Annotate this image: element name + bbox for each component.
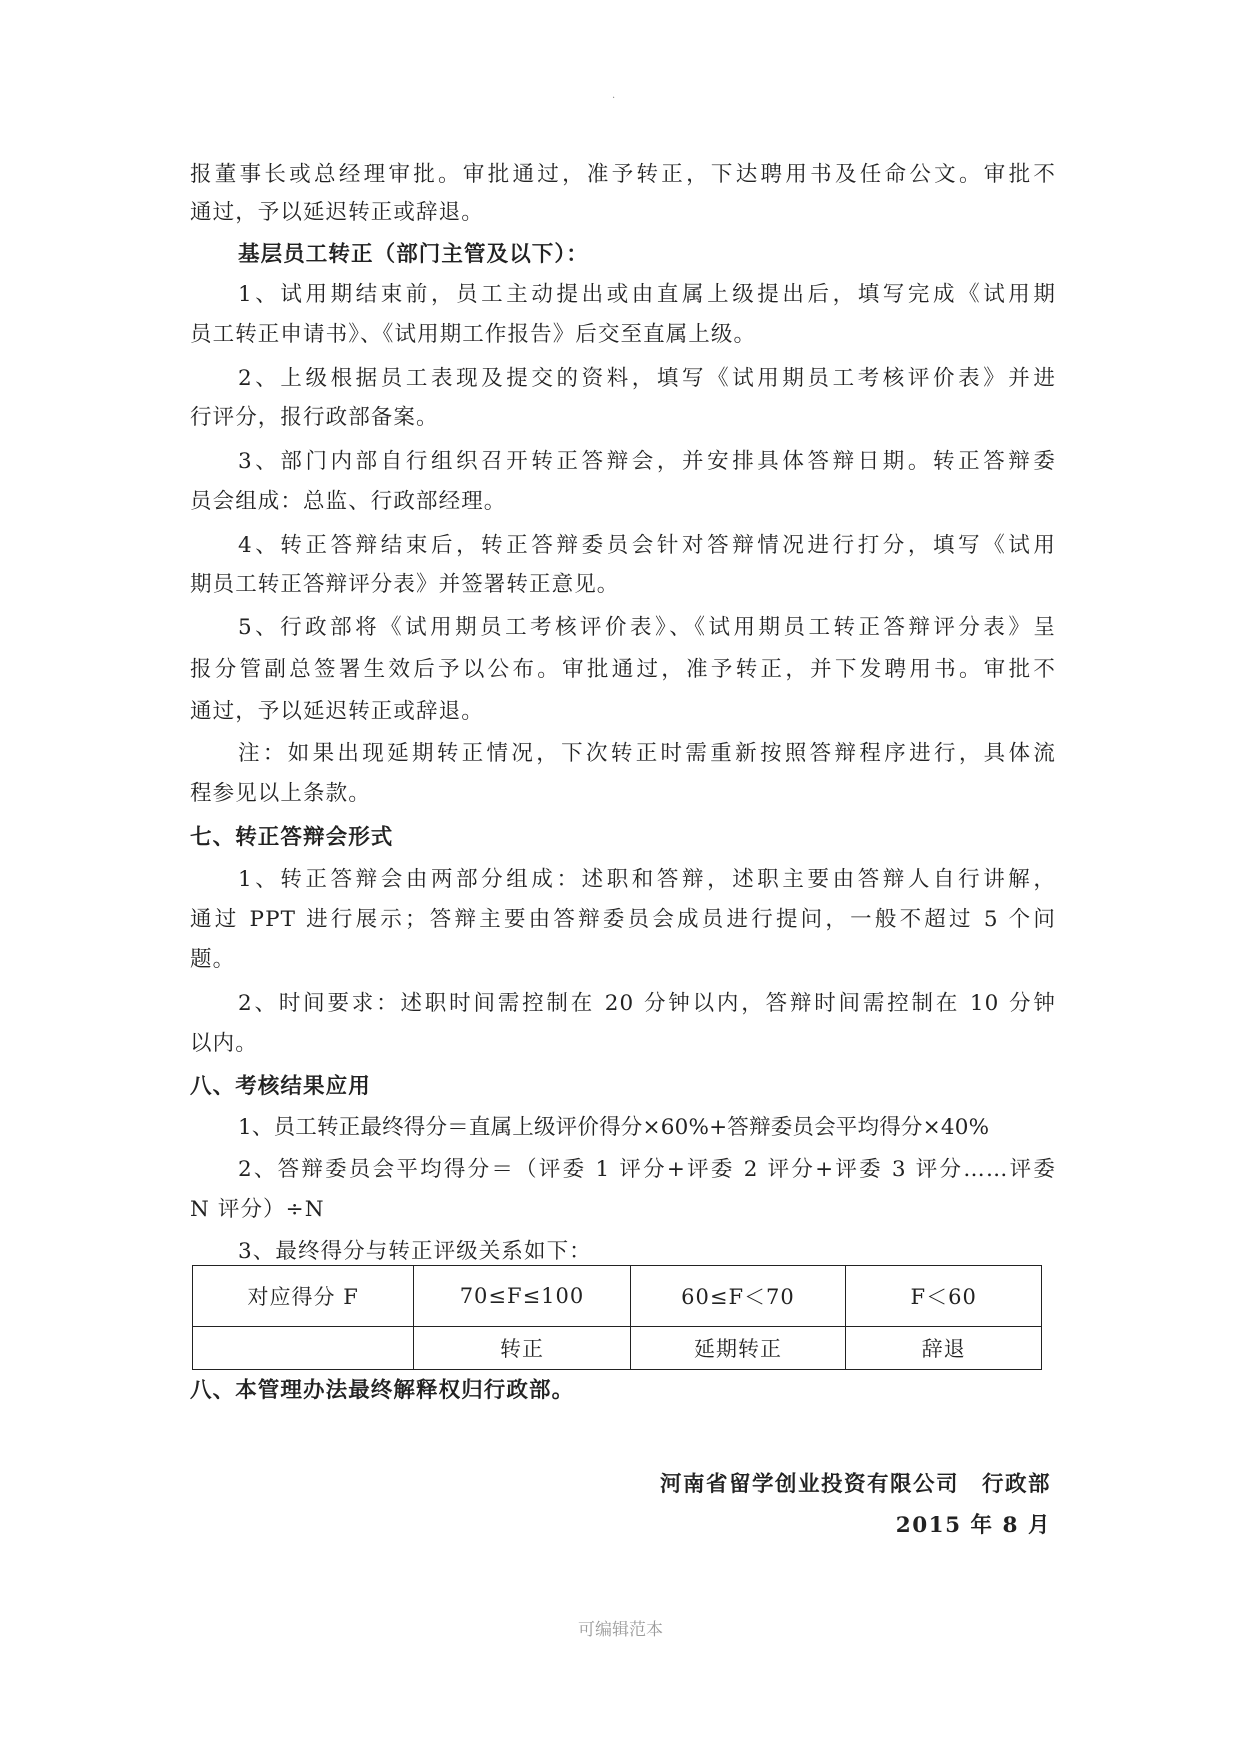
- table-header-cell: 对应得分 F: [193, 1266, 414, 1327]
- paragraph-line: 2、上级根据员工表现及提交的资料，填写《试用期员工考核评价表》并进: [238, 366, 1056, 391]
- formula-line: 1、员工转正最终得分＝直属上级评价得分×60%+答辩委员会平均得分×40%: [238, 1115, 990, 1140]
- paragraph-line: 题。: [190, 947, 236, 972]
- paragraph-line: 1、转正答辩会由两部分组成：述职和答辩，述职主要由答辩人自行讲解，: [238, 867, 1056, 892]
- note-line: 注：如果出现延期转正情况，下次转正时需重新按照答辩程序进行，具体流: [238, 741, 1056, 766]
- paragraph-line: 通过，予以延迟转正或辞退。: [190, 699, 484, 724]
- section-heading: 八、考核结果应用: [190, 1074, 371, 1099]
- header-mark: .: [612, 90, 616, 101]
- section-heading: 八、本管理办法最终解释权归行政部。: [190, 1378, 575, 1403]
- paragraph-line: 行评分，报行政部备案。: [190, 405, 439, 430]
- section-heading: 七、转正答辩会形式: [190, 825, 394, 850]
- table-cell: 辞退: [846, 1327, 1042, 1370]
- paragraph-line: 通过，予以延迟转正或辞退。: [190, 200, 484, 225]
- paragraph-line: 员会组成：总监、行政部经理。: [190, 489, 507, 514]
- grade-table: [192, 1265, 1042, 1370]
- table-cell: 转正: [414, 1327, 630, 1370]
- table-cell: 延期转正: [630, 1327, 846, 1370]
- table-header-cell: F＜60: [846, 1266, 1042, 1327]
- formula-line: 2、答辩委员会平均得分＝（评委 1 评分+评委 2 评分+评委 3 评分……评委: [238, 1157, 1056, 1182]
- paragraph-line: 5、行政部将《试用期员工考核评价表》、《试用期员工转正答辩评分表》呈: [238, 615, 1056, 640]
- paragraph-line: 3、部门内部自行组织召开转正答辩会，并安排具体答辩日期。转正答辩委: [238, 449, 1056, 474]
- table-row: [193, 1327, 1042, 1370]
- paragraph-line: 报董事长或总经理审批。审批通过，准予转正，下达聘用书及任命公文。审批不: [190, 162, 1056, 187]
- paragraph-line: 以内。: [190, 1031, 258, 1056]
- paragraph-line: 3、最终得分与转正评级关系如下：: [238, 1239, 592, 1264]
- table-row: [193, 1266, 1042, 1327]
- section-subheading: 基层员工转正（部门主管及以下）：: [238, 242, 589, 267]
- table-header-cell: 70≤F≤100: [414, 1266, 630, 1327]
- paragraph-line: 期员工转正答辩评分表》并签署转正意见。: [190, 572, 620, 597]
- note-line: 程参见以上条款。: [190, 781, 371, 806]
- table-header-cell: 60≤F＜70: [630, 1266, 846, 1327]
- formula-line: N 评分）÷N: [190, 1197, 325, 1222]
- signature-date: 2015 年 8 月: [895, 1513, 1051, 1538]
- paragraph-line: 1、试用期结束前，员工主动提出或由直属上级提出后，填写完成《试用期: [238, 282, 1056, 307]
- paragraph-line: 4、转正答辩结束后，转正答辩委员会针对答辩情况进行打分，填写《试用: [238, 533, 1056, 558]
- page-footer: 可编辑范本: [578, 1620, 663, 1640]
- paragraph-line: 2、时间要求：述职时间需控制在 20 分钟以内，答辩时间需控制在 10 分钟: [238, 991, 1056, 1016]
- paragraph-line: 报分管副总签署生效后予以公布。审批通过，准予转正，并下发聘用书。审批不: [190, 657, 1056, 682]
- paragraph-line: 员工转正申请书》、《试用期工作报告》后交至直属上级。: [190, 322, 757, 347]
- paragraph-line: 通过 PPT 进行展示；答辩主要由答辩委员会成员进行提问，一般不超过 5 个问: [190, 907, 1056, 932]
- signature-org: 河南省留学创业投资有限公司 行政部: [659, 1472, 1051, 1497]
- table-cell: [193, 1327, 414, 1370]
